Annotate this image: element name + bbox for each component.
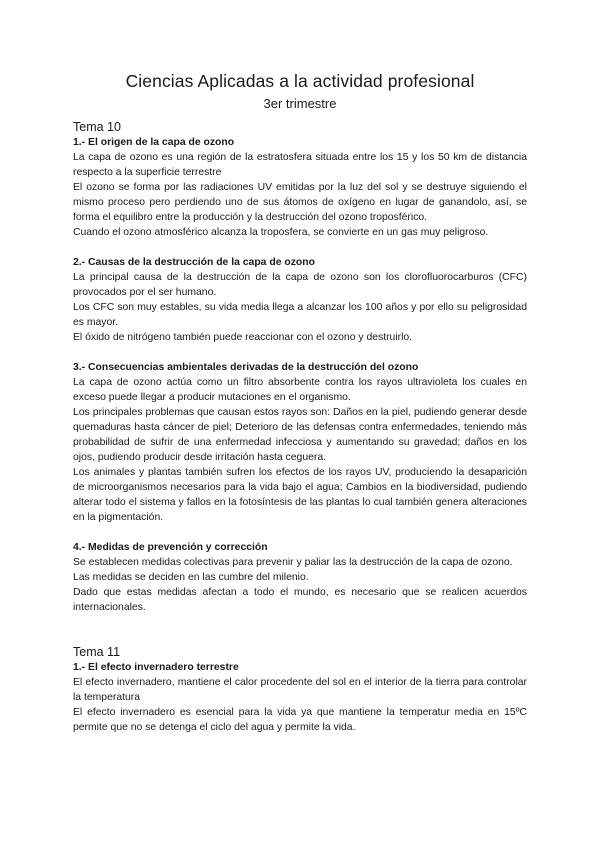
section-heading: 2.- Causas de la destrucción de la capa de ozono [73, 257, 315, 268]
section [73, 660, 527, 735]
document-title: Ciencias Aplicadas a la actividad profesional [125, 71, 475, 91]
section [73, 135, 527, 240]
paragraph: La capa de ozono actúa como un filtro absorbente contra los rayos ultravioleta los cuales en exceso puede llegar a producir mutaciones en el organismo. [73, 377, 527, 403]
paragraph: La capa de ozono es una región de la estratosfera situada entre los 15 y los 50 km de distancia respecto a la superficie terrestre [73, 152, 527, 178]
paragraph: Dado que estas medidas afectan a todo el mundo, es necesario que se realicen acuerdos internacionales. [73, 587, 527, 613]
paragraph: Cuando el ozono atmosférico alcanza la troposfera, se convierte en un gas muy peligroso. [73, 227, 489, 238]
paragraph: Se establecen medidas colectivas para prevenir y paliar las la destrucción de la capa de ozono. [73, 557, 513, 568]
paragraph: Los animales y plantas también sufren los efectos de los rayos UV, produciendo la desaparición de microorganismos necesarios para la vida bajo el agua; Cambios en la biodiversidad, pudiendo alterar todo el sistema y fallos en la fotosíntesis de las plantas lo cual también genera alteraciones en la pigmentación. [73, 467, 527, 523]
paragraph: El ozono se forma por las radiaciones UV emitidas por la luz del sol y se destruye siguiendo el mismo proceso pero perdiendo uno de sus átomos de oxígeno en lugar de ganandolo, así, se forma el equilibro entre la producción y la destrucción del ozono troposférico. [73, 182, 527, 223]
section [73, 540, 527, 615]
document-subtitle: 3er trimestre [263, 96, 337, 111]
paragraph: Los principales problemas que causan estos rayos son: Daños en la piel, pudiendo generar desde quemaduras hasta cáncer de piel; Deterioro de las defensas contra enfermedades, teniendo más probabilidad de sufrir de una enfermedad infecciosa y aumentando su gravedad; daños en los ojos, pudiendo producir desde irritación hasta ceguera. [73, 407, 527, 463]
paragraph: Los CFC son muy estables, su vida media llega a alcanzar los 100 años y por ello su peligrosidad es mayor. [73, 302, 527, 328]
paragraph: Las medidas se deciden en las cumbre del milenio. [73, 572, 309, 583]
section-heading: 3.- Consecuencias ambientales derivadas de la destrucción del ozono [73, 362, 419, 373]
paragraph: El efecto invernadero es esencial para la vida ya que mantiene la temperatur media en 15ºC permite que no se detenga el ciclo del agua y permite la vida. [73, 707, 527, 733]
section-heading: 1.- El efecto invernadero terrestre [73, 662, 239, 673]
paragraph: El óxido de nitrógeno también puede reaccionar con el ozono y destruirlo. [73, 332, 413, 343]
tema-label: Tema 10 [73, 120, 121, 134]
section-heading: 4.- Medidas de prevención y corrección [73, 542, 268, 553]
tema-label: Tema 11 [73, 645, 121, 659]
section [73, 360, 527, 525]
section [73, 255, 527, 345]
section-heading: 1.- El origen de la capa de ozono [73, 137, 235, 148]
document-page [73, 70, 527, 735]
paragraph: La principal causa de la destrucción de la capa de ozono son los clorofluorocarburos (CFC) provocados por el ser humano. [73, 272, 527, 298]
paragraph: El efecto invernadero, mantiene el calor procedente del sol en el interior de la tierra para controlar la temperatura [73, 677, 527, 703]
